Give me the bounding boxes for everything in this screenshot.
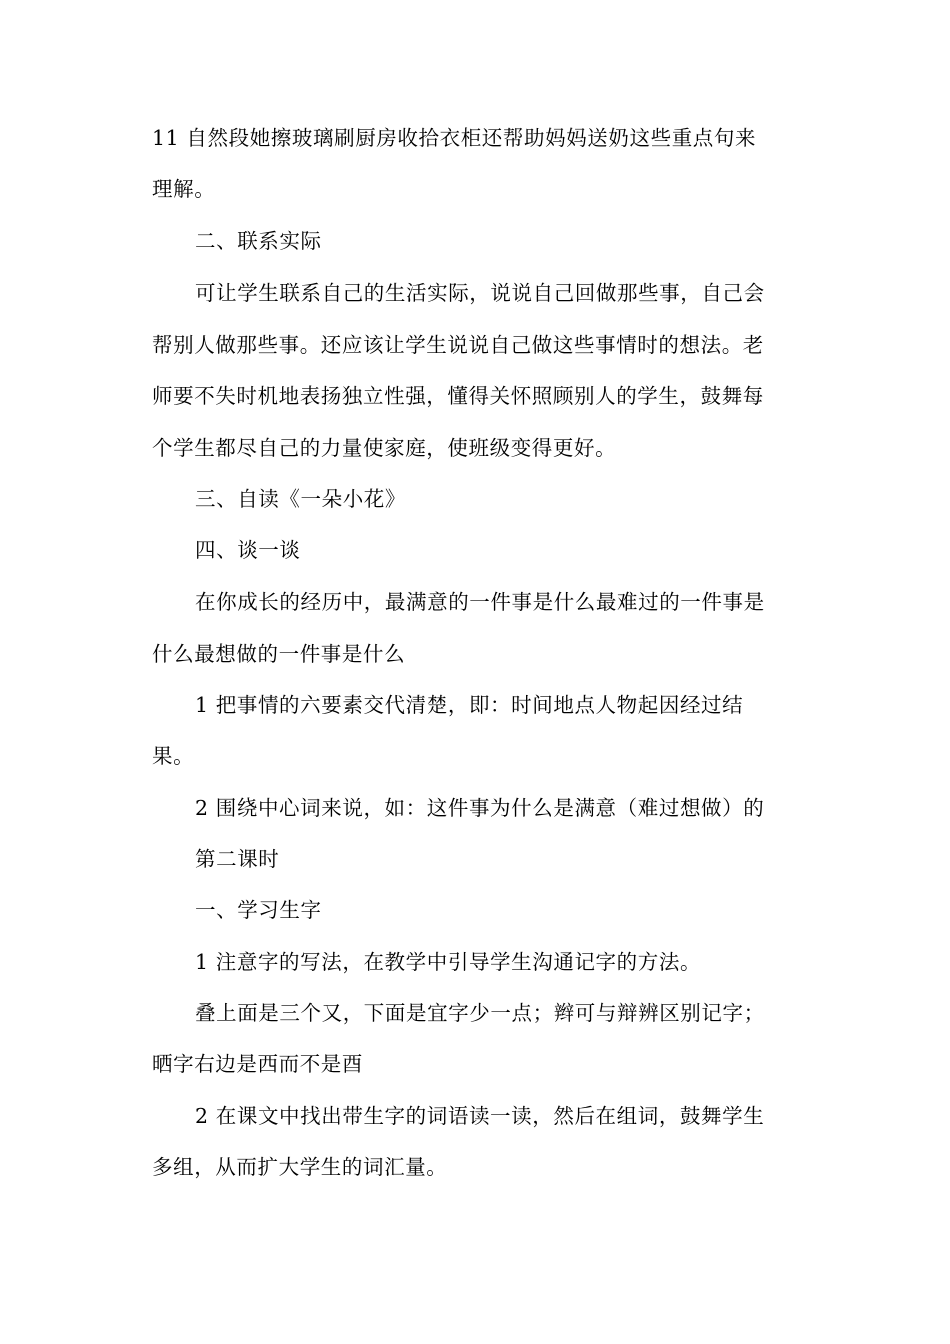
section-heading: 四、谈一谈 bbox=[195, 538, 301, 562]
paragraph-line: 果。 bbox=[152, 744, 195, 768]
paragraph-line: 晒字右边是西而不是酉 bbox=[152, 1052, 363, 1076]
paragraph-line: 11 自然段她擦玻璃刷厨房收拾衣柜还帮助妈妈送奶这些重点句来 bbox=[152, 126, 757, 150]
paragraph-line: 理解。 bbox=[152, 177, 216, 201]
paragraph-line: 帮别人做那些事。还应该让学生说说自己做这些事情时的想法。老 bbox=[152, 333, 764, 357]
paragraph-line: 师要不失时机地表扬独立性强，懂得关怀照顾别人的学生，鼓舞每 bbox=[152, 384, 764, 408]
paragraph-line: 1 注意字的写法，在教学中引导学生沟通记字的方法。 bbox=[195, 950, 702, 974]
paragraph-line: 2 围绕中心词来说，如：这件事为什么是满意（难过想做）的 bbox=[195, 796, 765, 820]
paragraph-line: 可让学生联系自己的生活实际，说说自己回做那些事，自己会 bbox=[195, 281, 765, 305]
section-heading: 三、自读《一朵小花》 bbox=[195, 487, 406, 511]
paragraph-line: 2 在课文中找出带生字的词语读一读，然后在组词，鼓舞学生 bbox=[195, 1104, 765, 1128]
paragraph-line: 什么最想做的一件事是什么 bbox=[152, 642, 406, 666]
paragraph-line: 个学生都尽自己的力量使家庭，使班级变得更好。 bbox=[152, 436, 617, 460]
paragraph-line: 1 把事情的六要素交代清楚，即：时间地点人物起因经过结 bbox=[195, 693, 744, 717]
paragraph-line: 多组，从而扩大学生的词汇量。 bbox=[152, 1155, 448, 1179]
paragraph-line: 叠上面是三个又，下面是宜字少一点；辫可与辩辨区别记字； bbox=[195, 1001, 765, 1025]
section-heading: 二、联系实际 bbox=[195, 229, 322, 253]
paragraph-line: 在你成长的经历中，最满意的一件事是什么最难过的一件事是 bbox=[195, 590, 765, 614]
section-heading: 第二课时 bbox=[195, 847, 280, 871]
section-heading: 一、学习生字 bbox=[195, 898, 322, 922]
